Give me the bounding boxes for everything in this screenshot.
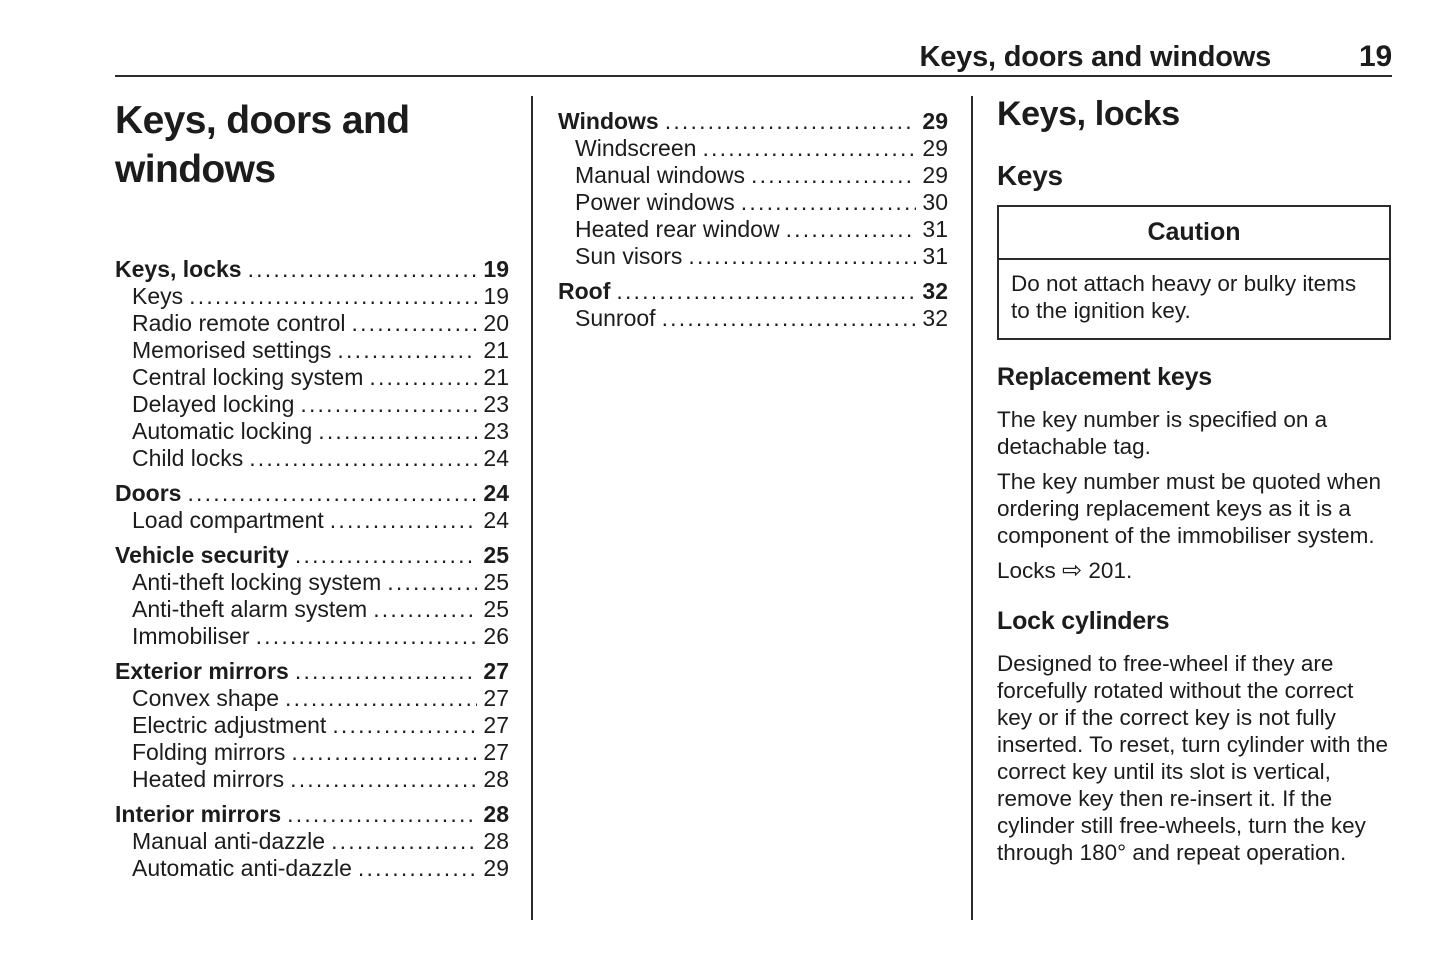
toc-leader-dots (702, 135, 916, 162)
toc-leader-dots (616, 278, 916, 305)
toc-entry-convex-shape (115, 685, 509, 712)
locks-reference-target: 201. (1088, 558, 1133, 583)
toc-entry-label: Memorised settings (132, 337, 332, 363)
toc-entry-page: 25 (483, 542, 509, 568)
header-rule (115, 75, 1392, 77)
lock-cylinders-paragraph-1: Designed to free-wheel if they are forcefully rotated without the correct key or if the correct key is not fully inserted. To reset, turn cylinder with the correct key until its slot is vertical, remove key then re-insert it. If the cylinder still free-wheels, turn the key through 180° and repeat operation. (997, 651, 1389, 865)
toc-entry-page: 27 (483, 739, 509, 765)
toc-entry-folding-mirrors (115, 739, 509, 766)
locks-page-reference (997, 557, 1391, 584)
toc-entry-page: 21 (483, 364, 509, 390)
toc-entry-page: 20 (483, 310, 509, 336)
toc-entry-page: 29 (483, 855, 509, 881)
toc-entry-page: 29 (922, 162, 948, 188)
toc-leader-dots (352, 310, 478, 337)
toc-entry-label: Doors (115, 480, 182, 506)
toc-entry-label: Keys, locks (115, 256, 242, 282)
column-divider-left (531, 96, 533, 920)
toc-leader-dots (295, 542, 477, 569)
replacement-keys-paragraph-1: The key number is specified on a detachable tag. (997, 407, 1328, 459)
toc-entry-label: Heated mirrors (132, 766, 285, 792)
toc-entry-doors (115, 480, 509, 507)
left-column (115, 96, 509, 882)
toc-entry-page: 31 (922, 243, 948, 269)
caution-box-title: Caution (999, 207, 1389, 260)
running-header-title: Keys, doors and windows (919, 41, 1272, 73)
toc-entry-load-compartment (115, 507, 509, 534)
toc-entry-page: 27 (483, 712, 509, 738)
toc-leader-dots (248, 256, 477, 283)
toc-leader-dots (665, 108, 916, 135)
toc-leader-dots (358, 855, 477, 882)
middle-column (558, 96, 948, 332)
toc-entry-label: Exterior mirrors (115, 658, 289, 684)
toc-entry-automatic-anti-dazzle (115, 855, 509, 882)
locks-reference-label: Locks (997, 558, 1056, 583)
toc-leader-dots (387, 569, 477, 596)
toc-entry-label: Child locks (132, 445, 244, 471)
toc-entry-label: Folding mirrors (132, 739, 286, 765)
toc-entry-page: 19 (483, 283, 509, 309)
toc-entry-label: Electric adjustment (132, 712, 327, 738)
toc-entry-label: Power windows (575, 189, 735, 215)
toc-entry-page: 24 (483, 445, 509, 471)
toc-entry-page: 27 (483, 685, 509, 711)
toc-leader-dots (786, 216, 916, 243)
toc-entry-page: 26 (483, 623, 509, 649)
toc-entry-power-windows (558, 189, 948, 216)
toc-entry-keys-locks (115, 256, 509, 283)
toc-entry-label: Windscreen (575, 135, 697, 161)
toc-leader-dots (337, 337, 477, 364)
toc-entry-label: Interior mirrors (115, 801, 282, 827)
toc-entry-page: 23 (483, 418, 509, 444)
toc-leader-dots (189, 283, 477, 310)
page-reference-arrow-icon: ⇨ (1062, 557, 1083, 584)
toc-entry-label: Manual anti-dazzle (132, 828, 326, 854)
page-number: 19 (1359, 40, 1392, 73)
toc-leader-dots (741, 189, 916, 216)
toc-entry-immobiliser (115, 623, 509, 650)
toc-leader-dots (287, 801, 477, 828)
toc-leader-dots (291, 739, 477, 766)
toc-entry-label: Convex shape (132, 685, 280, 711)
toc-leader-dots (332, 712, 477, 739)
toc-entry-manual-windows (558, 162, 948, 189)
lock-cylinders-heading: Lock cylinders (997, 607, 1170, 635)
toc-entry-heated-rear-window (558, 216, 948, 243)
toc-entry-delayed-locking (115, 391, 509, 418)
toc-entry-label: Radio remote control (132, 310, 346, 336)
toc-entry-manual-anti-dazzle (115, 828, 509, 855)
chapter-title: Keys, doors and windows (115, 99, 410, 191)
toc-entry-roof (558, 278, 948, 305)
toc-leader-dots (300, 391, 477, 418)
toc-entry-page: 30 (922, 189, 948, 215)
toc-leader-dots (256, 623, 477, 650)
toc-entry-label: Anti-theft locking system (132, 569, 382, 595)
toc-entry-memorised-settings (115, 337, 509, 364)
toc-leader-dots (369, 364, 477, 391)
toc-leader-dots (688, 243, 916, 270)
replacement-keys-heading: Replacement keys (997, 363, 1212, 391)
toc-left (115, 256, 509, 882)
caution-box (997, 205, 1391, 340)
toc-leader-dots (290, 766, 477, 793)
toc-entry-vehicle-security (115, 542, 509, 569)
keys-heading: Keys (997, 160, 1063, 191)
toc-leader-dots (318, 418, 477, 445)
running-header (115, 40, 1392, 74)
toc-entry-label: Manual windows (575, 162, 746, 188)
toc-middle (558, 108, 948, 332)
toc-entry-page: 27 (483, 658, 509, 684)
toc-leader-dots (295, 658, 477, 685)
toc-leader-dots (285, 685, 477, 712)
toc-entry-page: 25 (483, 569, 509, 595)
toc-leader-dots (249, 445, 477, 472)
caution-box-body: Do not attach heavy or bulky items to the ignition key. (1011, 271, 1357, 323)
toc-entry-page: 29 (922, 135, 948, 161)
toc-leader-dots (373, 596, 477, 623)
section-title: Keys, locks (997, 95, 1180, 133)
toc-entry-label: Immobiliser (132, 623, 250, 649)
toc-entry-page: 24 (483, 507, 509, 533)
toc-entry-label: Windows (558, 108, 659, 134)
toc-entry-page: 28 (483, 766, 509, 792)
toc-leader-dots (662, 305, 916, 332)
toc-entry-automatic-locking (115, 418, 509, 445)
column-divider-right (971, 96, 973, 920)
toc-entry-label: Keys (132, 283, 184, 309)
toc-entry-sun-visors (558, 243, 948, 270)
toc-entry-label: Sun visors (575, 243, 683, 269)
toc-entry-windows (558, 108, 948, 135)
toc-leader-dots (187, 480, 477, 507)
toc-entry-anti-theft-alarm-system (115, 596, 509, 623)
toc-entry-label: Central locking system (132, 364, 364, 390)
toc-entry-page: 25 (483, 596, 509, 622)
toc-entry-page: 19 (483, 256, 509, 282)
replacement-keys-paragraph-2: The key number must be quoted when ordering replacement keys as it is a component of the immobiliser system. (997, 469, 1381, 548)
toc-entry-label: Roof (558, 278, 611, 304)
toc-entry-label: Automatic anti-dazzle (132, 855, 352, 881)
toc-entry-label: Heated rear window (575, 216, 780, 242)
toc-entry-interior-mirrors (115, 801, 509, 828)
toc-entry-central-locking-system (115, 364, 509, 391)
toc-entry-label: Sunroof (575, 305, 656, 331)
toc-entry-heated-mirrors (115, 766, 509, 793)
toc-entry-anti-theft-locking-system (115, 569, 509, 596)
toc-entry-page: 29 (922, 108, 948, 134)
toc-entry-label: Load compartment (132, 507, 324, 533)
toc-entry-keys (115, 283, 509, 310)
toc-entry-sunroof (558, 305, 948, 332)
toc-entry-child-locks (115, 445, 509, 472)
toc-entry-page: 32 (922, 278, 948, 304)
toc-leader-dots (330, 507, 477, 534)
toc-entry-page: 21 (483, 337, 509, 363)
toc-entry-label: Anti-theft alarm system (132, 596, 368, 622)
toc-entry-page: 32 (922, 305, 948, 331)
toc-entry-exterior-mirrors (115, 658, 509, 685)
toc-entry-electric-adjustment (115, 712, 509, 739)
toc-entry-page: 23 (483, 391, 509, 417)
toc-entry-page: 31 (922, 216, 948, 242)
toc-entry-windscreen (558, 135, 948, 162)
toc-leader-dots (751, 162, 916, 189)
toc-leader-dots (331, 828, 477, 855)
toc-entry-page: 24 (483, 480, 509, 506)
toc-entry-page: 28 (483, 801, 509, 827)
toc-entry-radio-remote-control (115, 310, 509, 337)
right-column (997, 96, 1391, 874)
toc-entry-label: Delayed locking (132, 391, 295, 417)
toc-entry-label: Automatic locking (132, 418, 313, 444)
toc-entry-label: Vehicle security (115, 542, 289, 568)
toc-entry-page: 28 (483, 828, 509, 854)
